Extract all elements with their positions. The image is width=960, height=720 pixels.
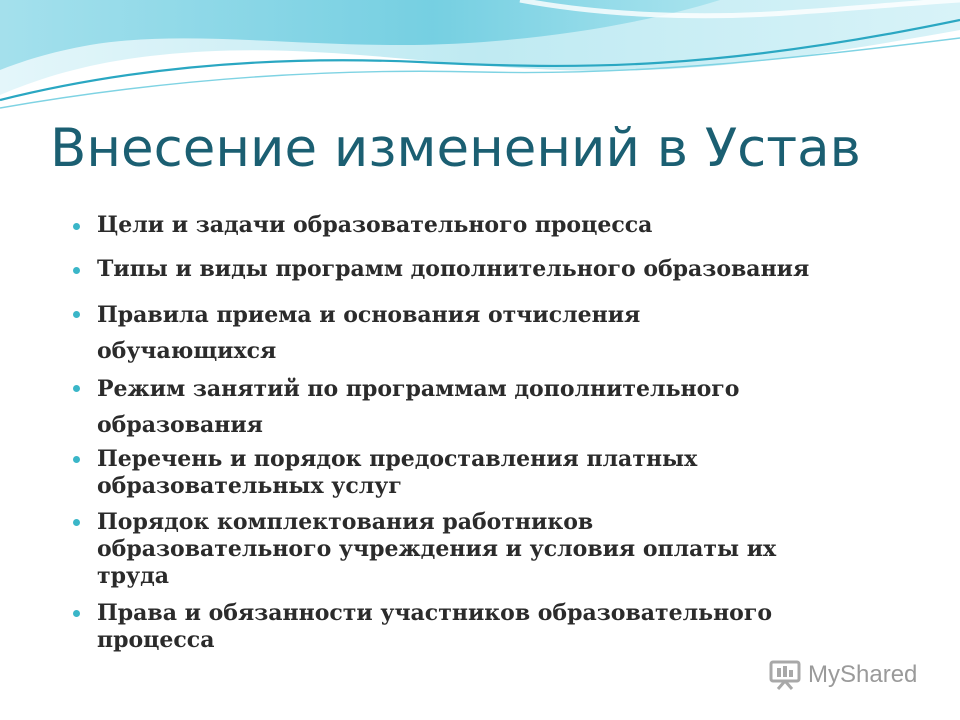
watermark-text: MyShared [808, 661, 918, 688]
bullet-text: труда [97, 563, 170, 589]
bullet-item [97, 371, 897, 443]
bullet-item [97, 446, 897, 500]
bullet-text: Порядок комплектования работников [97, 509, 594, 535]
bullet-item [97, 256, 897, 282]
bullet-text: образовательных услуг [97, 473, 402, 499]
bullet-dot-icon [73, 311, 80, 318]
bullet-dot-icon [73, 519, 80, 526]
bullet-text: образовательного учреждения и условия оплаты их [97, 536, 777, 562]
bullet-dot-icon [73, 267, 80, 274]
myshared-watermark [768, 658, 917, 692]
bullet-text: Цели и задачи образовательного процесса [97, 212, 653, 238]
bullet-text: Режим занятий по программам дополнительного [97, 376, 740, 402]
bullet-item [97, 509, 897, 590]
presentation-board-icon [768, 659, 802, 691]
bullet-text: Права и обязанности участников образовательного [97, 600, 773, 626]
bullet-text: обучающихся [97, 338, 277, 364]
slide-title: Внесение изменений в Устав [50, 118, 861, 179]
bullet-text: Типы и виды программ дополнительного образования [97, 256, 810, 282]
bullet-text: Перечень и порядок предоставления платных [97, 446, 698, 472]
bullet-item [97, 212, 897, 238]
bullet-text: Правила приема и основания отчисления [97, 302, 641, 328]
bullet-dot-icon [73, 223, 80, 230]
bullet-item [97, 600, 897, 654]
bullet-dot-icon [73, 610, 80, 617]
bullet-text: процесса [97, 627, 215, 653]
bullet-text: образования [97, 412, 263, 438]
bullet-dot-icon [73, 385, 80, 392]
bullet-item [97, 297, 897, 369]
bullet-dot-icon [73, 456, 80, 463]
